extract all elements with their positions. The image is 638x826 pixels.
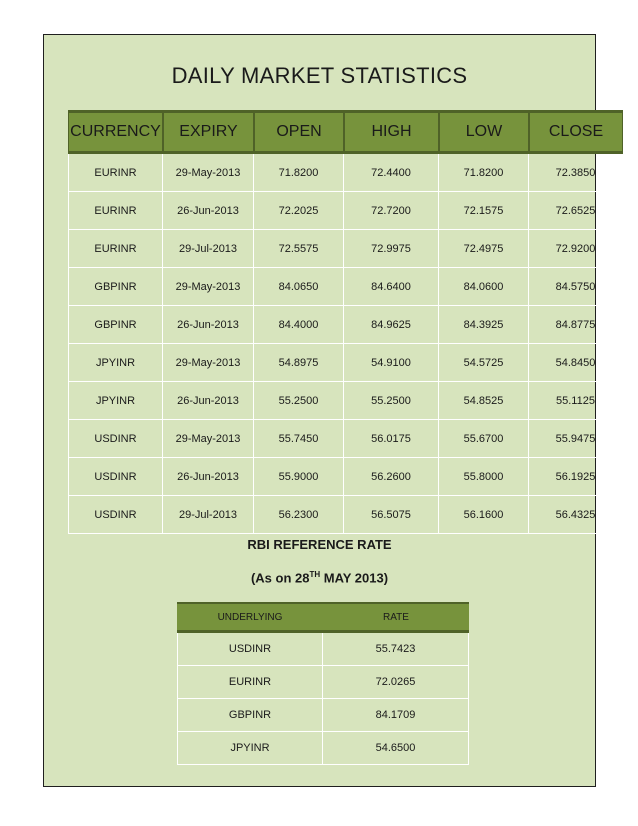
high-cell: 55.2500 [344,382,439,420]
rbi-date-prefix: (As on 28 [250,570,310,586]
table-row [68,496,623,534]
open-cell: 56.2300 [254,496,344,534]
table-row [68,458,623,496]
high-cell: 56.5075 [344,496,439,534]
low-cell: 54.8525 [439,382,529,420]
low-cell: 56.1600 [439,496,529,534]
currency-cell: JPYINR [68,344,163,382]
underlying-cell: JPYINR [177,732,323,765]
high-cell: 72.7200 [344,192,439,230]
header-underlying: UNDERLYING [177,602,323,633]
page-title: DAILY MARKET STATISTICS [171,63,468,88]
expiry-cell: 29-May-2013 [163,344,254,382]
expiry-cell: 29-Jul-2013 [163,230,254,268]
close-cell: 72.9200 [529,230,623,268]
expiry-cell: 29-May-2013 [163,420,254,458]
low-cell: 72.4975 [439,230,529,268]
open-cell: 55.9000 [254,458,344,496]
currency-cell: EURINR [68,192,163,230]
underlying-cell: GBPINR [177,699,323,732]
open-cell: 55.2500 [254,382,344,420]
expiry-cell: 26-Jun-2013 [163,306,254,344]
rate-cell: 72.0265 [323,666,469,699]
table-row [177,633,469,666]
header-currency: CURRENCY [68,110,163,154]
header-open: OPEN [254,110,344,154]
market-statistics-table [68,110,623,534]
low-cell: 55.6700 [439,420,529,458]
high-cell: 84.6400 [344,268,439,306]
currency-cell: JPYINR [68,382,163,420]
header-close: CLOSE [529,110,623,154]
header-expiry: EXPIRY [163,110,254,154]
header-high: HIGH [344,110,439,154]
open-cell: 84.0650 [254,268,344,306]
close-cell: 55.1125 [529,382,623,420]
open-cell: 71.8200 [254,154,344,192]
expiry-cell: 29-May-2013 [163,268,254,306]
market-header-row [68,110,623,154]
high-cell: 72.9975 [344,230,439,268]
table-row [177,699,469,732]
header-rate: RATE [323,602,469,633]
low-cell: 55.8000 [439,458,529,496]
close-cell: 54.8450 [529,344,623,382]
rbi-date-superscript: TH [309,570,321,579]
high-cell: 54.9100 [344,344,439,382]
high-cell: 56.2600 [344,458,439,496]
rbi-reference-rate-title: RBI REFERENCE RATE [247,537,392,552]
open-cell: 84.4000 [254,306,344,344]
rbi-date-line [44,570,595,585]
close-cell: 84.8775 [529,306,623,344]
expiry-cell: 29-May-2013 [163,154,254,192]
open-cell: 72.2025 [254,192,344,230]
table-row [177,732,469,765]
expiry-cell: 29-Jul-2013 [163,496,254,534]
table-row [68,268,623,306]
underlying-cell: USDINR [177,633,323,666]
currency-cell: EURINR [68,154,163,192]
high-cell: 84.9625 [344,306,439,344]
close-cell: 55.9475 [529,420,623,458]
rate-cell: 54.6500 [323,732,469,765]
table-row [68,154,623,192]
rbi-reference-table [177,602,469,765]
rbi-date-suffix: MAY 2013) [320,570,389,586]
currency-cell: USDINR [68,496,163,534]
table-row [68,230,623,268]
underlying-cell: EURINR [177,666,323,699]
currency-cell: EURINR [68,230,163,268]
table-row [177,666,469,699]
high-cell: 72.4400 [344,154,439,192]
table-row [68,344,623,382]
currency-cell: GBPINR [68,306,163,344]
close-cell: 56.1925 [529,458,623,496]
document-page [43,34,604,787]
table-row [68,382,623,420]
close-cell: 72.3850 [529,154,623,192]
open-cell: 54.8975 [254,344,344,382]
low-cell: 54.5725 [439,344,529,382]
table-row [68,306,623,344]
expiry-cell: 26-Jun-2013 [163,382,254,420]
open-cell: 72.5575 [254,230,344,268]
rate-cell: 84.1709 [323,699,469,732]
close-cell: 84.5750 [529,268,623,306]
rbi-header-row [177,602,469,633]
header-low: LOW [439,110,529,154]
close-cell: 56.4325 [529,496,623,534]
rate-cell: 55.7423 [323,633,469,666]
currency-cell: GBPINR [68,268,163,306]
low-cell: 71.8200 [439,154,529,192]
currency-cell: USDINR [68,420,163,458]
open-cell: 55.7450 [254,420,344,458]
low-cell: 84.0600 [439,268,529,306]
table-row [68,420,623,458]
high-cell: 56.0175 [344,420,439,458]
table-row [68,192,623,230]
expiry-cell: 26-Jun-2013 [163,192,254,230]
low-cell: 84.3925 [439,306,529,344]
currency-cell: USDINR [68,458,163,496]
expiry-cell: 26-Jun-2013 [163,458,254,496]
low-cell: 72.1575 [439,192,529,230]
close-cell: 72.6525 [529,192,623,230]
